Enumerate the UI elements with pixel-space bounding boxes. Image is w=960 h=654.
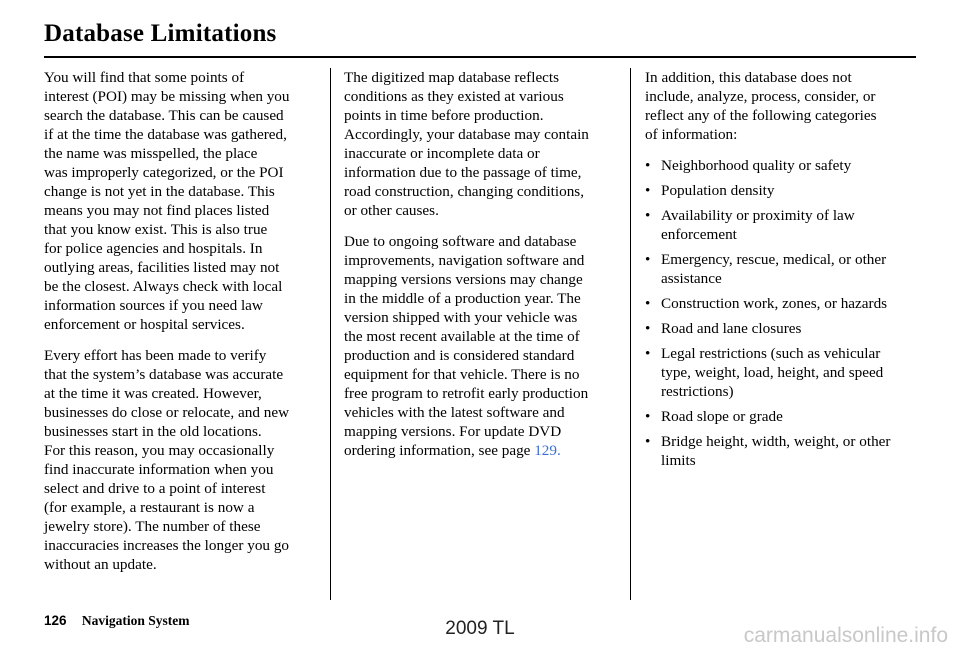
column-divider-1 xyxy=(330,68,331,600)
list-item-text: Population density xyxy=(661,182,775,199)
column-middle xyxy=(344,68,624,472)
page-title: Database Limitations xyxy=(44,20,277,47)
list-item-text: Road and lane closures xyxy=(661,320,802,337)
section-name: Navigation System xyxy=(81,613,190,628)
list-item xyxy=(645,432,925,470)
list-item xyxy=(645,181,925,200)
list-item-text: Legal restrictions (such as vehicular type, weight, load, height, and speed restrictions) xyxy=(661,345,884,400)
list-item-text: Neighborhood quality or safety xyxy=(661,157,852,174)
bullet-icon: • xyxy=(645,251,651,268)
column-left xyxy=(44,68,324,586)
paragraph-categories-intro: In addition, this database does not include, analyze, process, consider, or reflect any of the following categories of information: xyxy=(645,69,877,143)
column-divider-2 xyxy=(630,68,631,600)
list-item-text: Emergency, rescue, medical, or other assistance xyxy=(661,251,887,287)
list-item xyxy=(645,407,925,426)
bullet-icon: • xyxy=(645,157,651,174)
paragraph-software-updates-text: Due to ongoing software and database improvements, navigation software and mapping versions versions may change in the middle of a production year. The version shipped with your vehicle was the most recent available at the time of production and is considered standard equipment for that vehicle. There is no free program to retrofit early production vehicles with the latest software and mapping versions. For update DVD ordering information, see page xyxy=(344,233,589,459)
list-item xyxy=(645,156,925,175)
list-item xyxy=(645,344,925,401)
bullet-icon: • xyxy=(645,408,651,425)
page-number: 126 xyxy=(44,613,67,628)
column-right xyxy=(645,68,925,476)
bullet-icon: • xyxy=(645,433,651,450)
paragraph-digitized-map: The digitized map database reflects conditions as they existed at various points in time before production. Accordingly, your database may contain inaccurate or incomplete data or information due to the passage of time, road construction, changing conditions, or other causes. xyxy=(344,69,589,219)
list-item xyxy=(645,206,925,244)
list-item-text: Bridge height, width, weight, or other limits xyxy=(661,433,891,469)
list-item xyxy=(645,319,925,338)
bullet-icon: • xyxy=(645,345,651,362)
title-divider xyxy=(44,56,916,58)
list-item-text: Availability or proximity of law enforcement xyxy=(661,207,855,243)
paragraph-poi-missing: You will find that some points of interest (POI) may be missing when you search the database. This can be caused if at the time the database was gathered, the name was misspelled, the place was improperly categorized, or the POI change is not yet in the database. This means you may not find places listed that you know exist. This is also true for police agencies and hospitals. In outlying areas, facilities listed may not be the closest. Always check with local information sources if you need law enforcement or hospital services. xyxy=(44,69,290,333)
paragraph-database-accuracy: Every effort has been made to verify that the system’s database was accurate at the time it was created. However, businesses do close or relocate, and new businesses start in the old locations. For this reason, you may occasionally find inaccurate information when you select and drive to a point of interest (for example, a restaurant is now a jewelry store). The number of these inaccuracies increases the longer you go without an update. xyxy=(44,347,290,573)
watermark: carmanualsonline.info xyxy=(743,624,948,647)
category-list xyxy=(645,156,925,470)
list-item-text: Road slope or grade xyxy=(661,408,783,425)
page-link-129[interactable]: 129. xyxy=(534,442,561,459)
paragraph-software-updates xyxy=(344,232,624,460)
list-item xyxy=(645,250,925,288)
list-item-text: Construction work, zones, or hazards xyxy=(661,295,888,312)
bullet-icon: • xyxy=(645,320,651,337)
bullet-icon: • xyxy=(645,295,651,312)
model-label: 2009 TL xyxy=(445,618,515,639)
list-item xyxy=(645,294,925,313)
bullet-icon: • xyxy=(645,207,651,224)
bullet-icon: • xyxy=(645,182,651,199)
